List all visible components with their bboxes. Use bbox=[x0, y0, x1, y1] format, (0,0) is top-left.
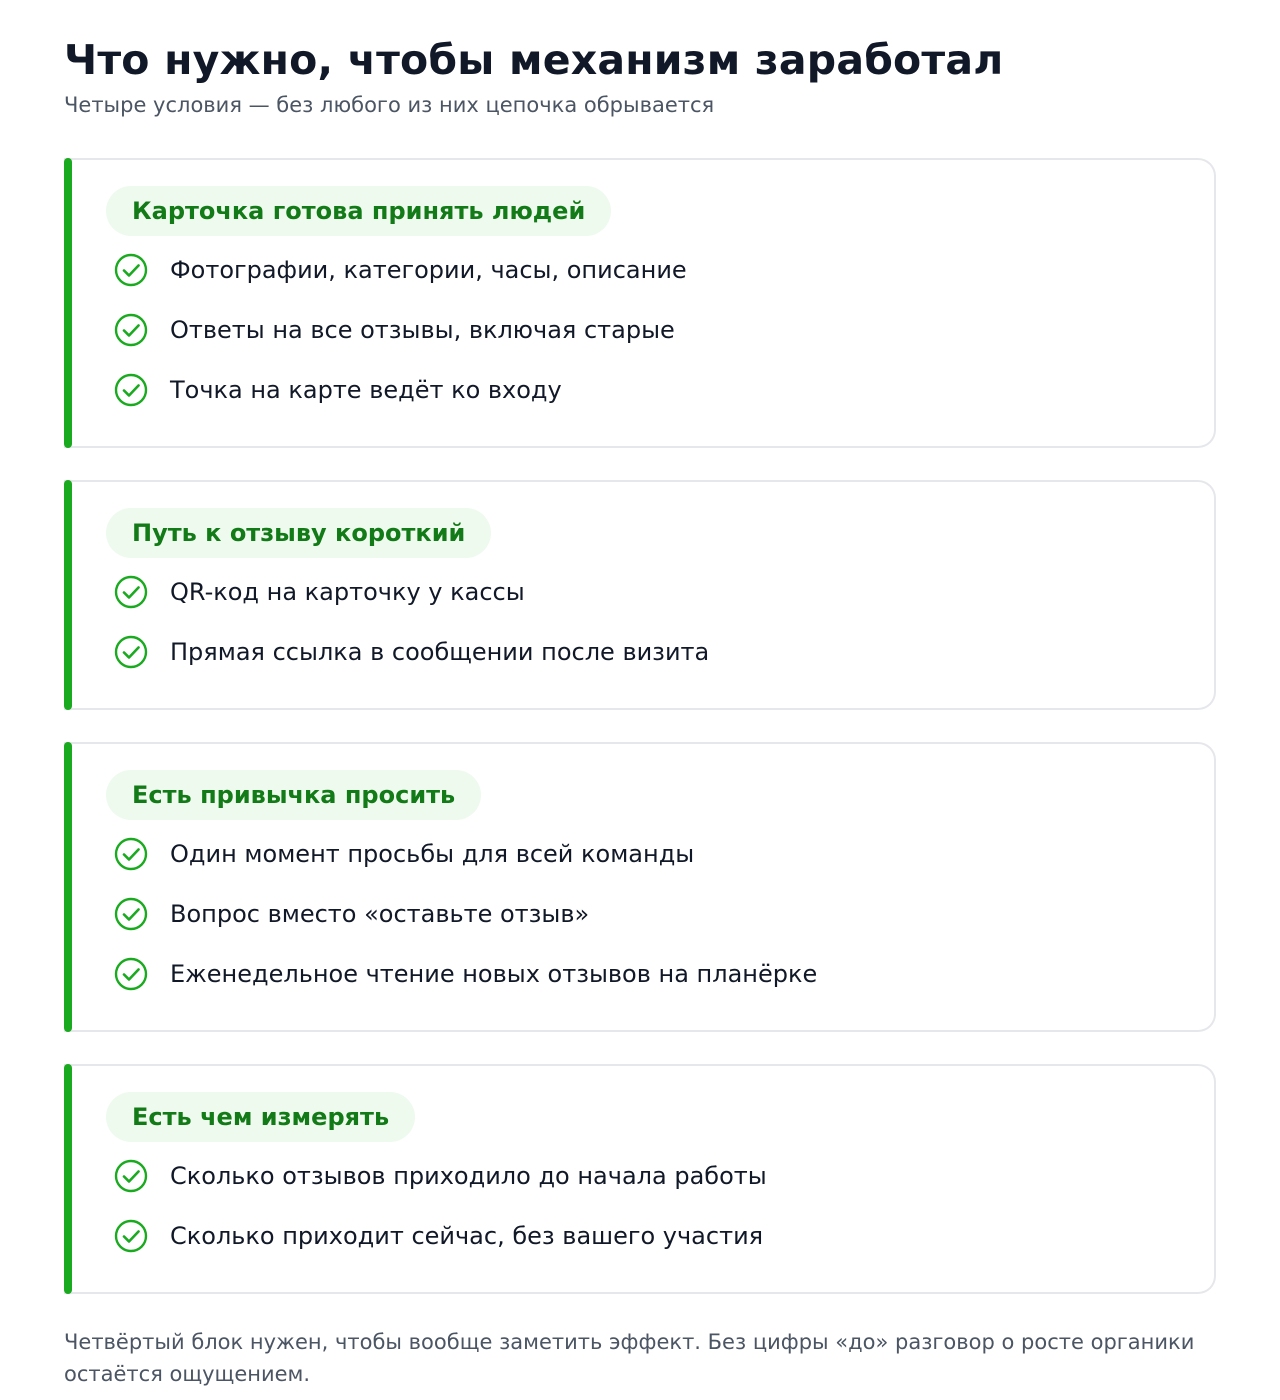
list-item bbox=[106, 944, 1174, 1004]
check-list bbox=[106, 240, 1174, 420]
list-item bbox=[106, 1206, 1174, 1266]
block-title: Есть привычка просить bbox=[106, 770, 481, 820]
check-circle-icon bbox=[114, 575, 148, 609]
list-item-text: Один момент просьбы для всей команды bbox=[170, 840, 695, 868]
check-circle-icon bbox=[114, 1159, 148, 1193]
check-list bbox=[106, 824, 1174, 1004]
condition-block bbox=[64, 742, 1216, 1032]
conditions-list bbox=[64, 158, 1216, 1294]
list-item-text: QR-код на карточку у кассы bbox=[170, 578, 525, 606]
condition-block bbox=[64, 158, 1216, 448]
list-item bbox=[106, 240, 1174, 300]
condition-block bbox=[64, 1064, 1216, 1294]
list-item bbox=[106, 824, 1174, 884]
list-item-text: Точка на карте ведёт ко входу bbox=[170, 376, 562, 404]
page-title: Что нужно, чтобы механизм заработал bbox=[64, 36, 1004, 84]
check-circle-icon bbox=[114, 373, 148, 407]
check-list bbox=[106, 1146, 1174, 1266]
check-circle-icon bbox=[114, 1219, 148, 1253]
list-item-text: Фотографии, категории, часы, описание bbox=[170, 256, 687, 284]
list-item bbox=[106, 884, 1174, 944]
check-list bbox=[106, 562, 1174, 682]
list-item bbox=[106, 562, 1174, 622]
check-circle-icon bbox=[114, 897, 148, 931]
page-subtitle: Четыре условия — без любого из них цепочка обрывается bbox=[64, 93, 715, 117]
check-circle-icon bbox=[114, 313, 148, 347]
list-item-text: Прямая ссылка в сообщении после визита bbox=[170, 638, 710, 666]
list-item-text: Еженедельное чтение новых отзывов на планёрке bbox=[170, 960, 818, 988]
check-circle-icon bbox=[114, 253, 148, 287]
check-circle-icon bbox=[114, 837, 148, 871]
check-circle-icon bbox=[114, 635, 148, 669]
block-title: Карточка готова принять людей bbox=[106, 186, 611, 236]
list-item-text: Ответы на все отзывы, включая старые bbox=[170, 316, 675, 344]
block-title: Есть чем измерять bbox=[106, 1092, 415, 1142]
list-item bbox=[106, 622, 1174, 682]
footnote: Четвёртый блок нужен, чтобы вообще заметить эффект. Без цифры «до» разговор о росте органики остаётся ощущением. bbox=[64, 1330, 1195, 1386]
list-item bbox=[106, 360, 1174, 420]
list-item-text: Сколько приходит сейчас, без вашего участия bbox=[170, 1222, 764, 1250]
block-title: Путь к отзыву короткий bbox=[106, 508, 491, 558]
list-item bbox=[106, 300, 1174, 360]
condition-block bbox=[64, 480, 1216, 710]
check-circle-icon bbox=[114, 957, 148, 991]
list-item-text: Вопрос вместо «оставьте отзыв» bbox=[170, 900, 590, 928]
list-item bbox=[106, 1146, 1174, 1206]
list-item-text: Сколько отзывов приходило до начала работы bbox=[170, 1162, 767, 1190]
